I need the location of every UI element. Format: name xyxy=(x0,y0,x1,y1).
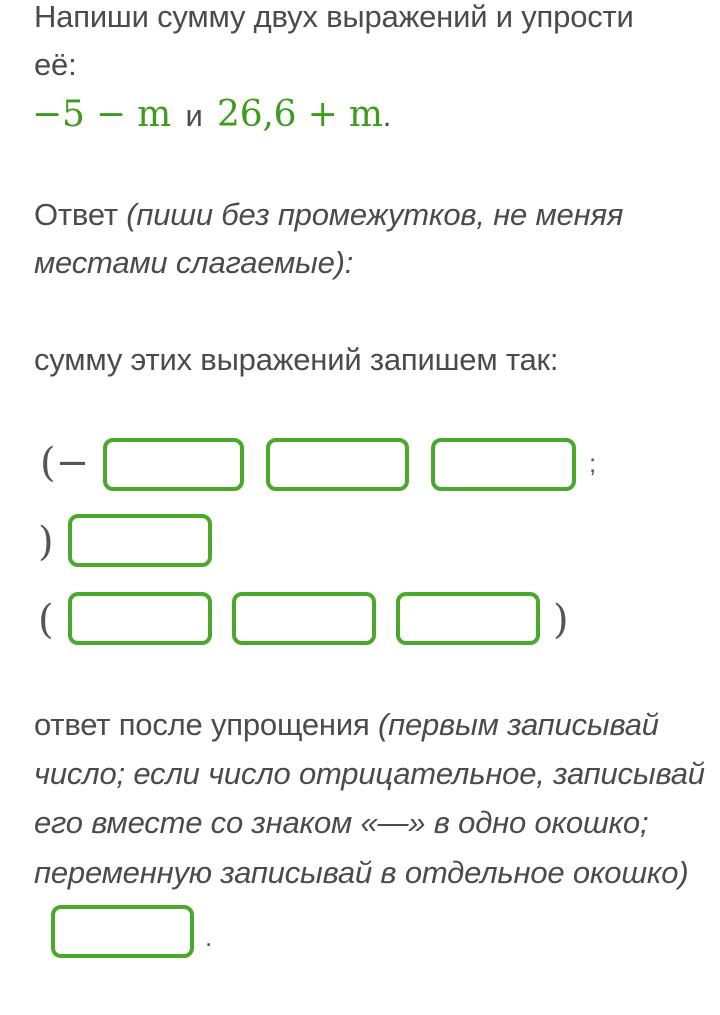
simplify-line-4: переменную записывай в отдельное окошко) xyxy=(34,855,689,890)
task-period: . xyxy=(382,98,392,133)
sum-label: сумму этих выражений запишем так: xyxy=(34,342,559,377)
sum-input-6[interactable] xyxy=(232,592,376,645)
simplify-line-2: число; если число отрицательное, записывай xyxy=(34,756,705,791)
conjunction: и xyxy=(185,98,203,133)
row2-close-paren: ) xyxy=(38,519,54,565)
sum-input-5[interactable] xyxy=(68,592,212,645)
row1-separator: ; xyxy=(589,448,597,478)
sum-input-3[interactable] xyxy=(431,438,576,491)
sum-input-4[interactable] xyxy=(68,514,212,567)
answer-note-2: местами слагаемые): xyxy=(34,245,354,280)
sum-input-7[interactable] xyxy=(396,592,540,645)
task-expressions xyxy=(32,90,391,141)
row3-open-paren: ( xyxy=(38,597,54,643)
expression-b: 26,6 + m xyxy=(217,94,383,135)
answer-note-1: (пиши без промежутков, не меняя xyxy=(126,197,624,232)
simplify-plain: ответ после упрощения xyxy=(34,707,378,742)
row1-open-paren-minus: (− xyxy=(40,440,90,486)
simplify-italic-1: (первым записывай xyxy=(377,707,659,742)
answer-intro-line-1 xyxy=(34,190,623,240)
expression-a: −5 − m xyxy=(32,94,172,135)
row3-close-paren: ) xyxy=(553,597,569,643)
answer-label: Ответ xyxy=(34,197,118,232)
simplified-answer-input[interactable] xyxy=(51,905,194,958)
task-line-2: её: xyxy=(34,47,77,82)
final-period: . xyxy=(205,922,213,952)
sum-input-2[interactable] xyxy=(266,438,409,491)
task-line-1: Напиши сумму двух выражений и упрости xyxy=(34,0,634,34)
simplify-line-3: его вместе со знаком «—» в одно окошко; xyxy=(34,805,649,840)
sum-input-1[interactable] xyxy=(103,438,244,491)
simplify-line-1 xyxy=(34,700,659,750)
